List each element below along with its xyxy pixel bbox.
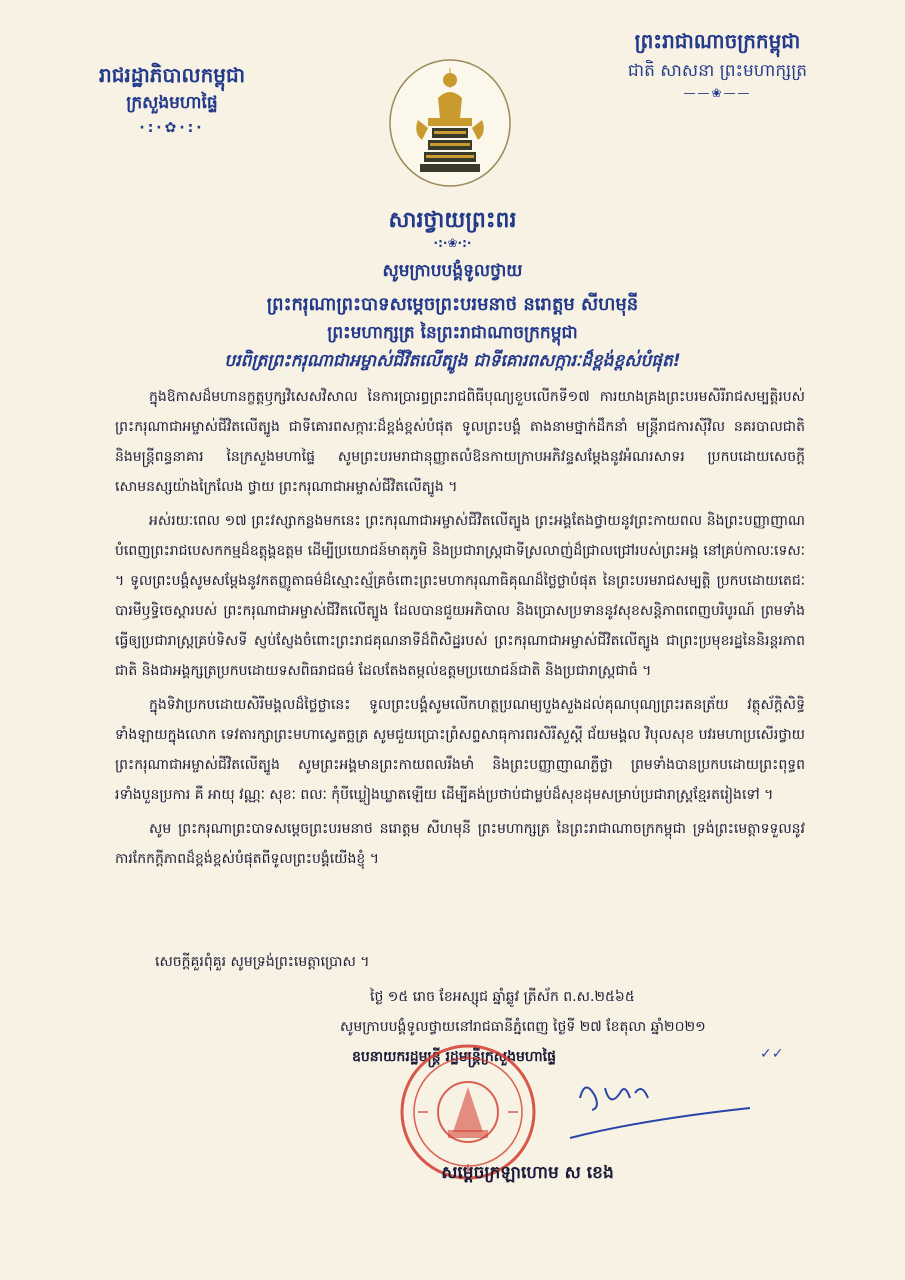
kingdom-header — [595, 26, 840, 100]
royal-emblem-icon — [388, 58, 512, 188]
closing-line: សេចក្តីគួរពុំគួរ សូមទ្រង់ព្រះមេត្តាប្រោស ។ — [155, 954, 370, 970]
national-motto: ជាតិ សាសនា ព្រះមហាក្សត្រ — [627, 61, 808, 81]
address-line: បរពិត្រព្រះករុណាជាអម្ចាស់ជីវិតលើត្បូង ជាទីគោរពសក្ការៈដ៏ខ្ពង់ខ្ពស់បំផុត! — [224, 351, 681, 371]
signer-position: ឧបនាយករដ្ឋមន្ត្រី រដ្ឋមន្ត្រីក្រសួងមហាផ្ទៃ — [352, 1049, 557, 1065]
title-ornament: ·:·❀·:· — [433, 236, 472, 250]
paragraph-2: អស់រយៈពេល ១៧ ព្រះវស្សាកន្លងមកនេះ ព្រះករុណាជាអម្ចាស់ជីវិតលើត្បូង ព្រះអង្គតែងថ្វាយនូវព្រះកាយពល និងព្រះបញ្ញាញាណ បំពេញព្រះរាជបេសកកម្មដ៏ឧត្តុង្គឧត្តម ដើម្បីប្រយោជន៍មាតុភូមិ និងប្រជារាស្ត្រជាទីស្រលាញ់ដ៏ជ្រាលជ្រៅរបស់ព្រះអង្គ នៅគ្រប់កាលៈទេសៈ ។ ទូលព្រះបង្គំសូមសម្តែងនូវកតញ្ញូតាធម៌ដ៏ស្មោះស្ម័គ្រចំពោះព្រះមហាករុណាធិគុណដ៏ថ្លៃថ្លាបំផុត នៃព្រះបរមរាជសម្បត្តិ ប្រកបដោយតេជៈបារមីឫទ្ធិចេស្តារបស់ ព្រះករុណាជាអម្ចាស់ជីវិតលើត្បូង ដែលបានជួយអភិបាល និងប្រោសប្រទាននូវសុខសន្តិភាពពេញបរិបូរណ៍ ព្រមទាំងធ្វើឲ្យប្រជារាស្ត្រគ្រប់ទិសទី ស្ញប់ស្ញែងចំពោះព្រះរាជគុណនាទីដ៏ពិសិដ្ឋរបស់ ព្រះករុណាជាអម្ចាស់ជីវិតលើត្បូង ជាព្រះប្រមុខរដ្ឋនៃនិរន្តរភាពជាតិ និងជាអង្គក្សត្រប្រកបដោយទសពិធរាជធម៌ ដែលតែងតម្កល់ឧត្តមប្រយោជន៍ជាតិ និងប្រជារាស្ត្រជាធំ ។ — [115, 513, 805, 679]
king-title-line: ព្រះករុណាព្រះបាទសម្តេចព្រះបរមនាថ នរោត្តម សីហមុនី — [266, 294, 639, 315]
header-ornament: ·:·✿·:· — [139, 120, 205, 136]
salutation-line: សូមក្រាបបង្គំទូលថ្វាយ — [382, 261, 523, 281]
kingdom-name: ព្រះរាជាណាចក្រកម្ពុជា — [634, 29, 801, 53]
motto-ornament: ——❀—— — [683, 86, 752, 100]
check-mark-icon: ✓✓ — [760, 1046, 784, 1062]
paragraph-4: សូម ព្រះករុណាព្រះបាទសម្តេចព្រះបរមនាថ នរោត្តម សីហមុនី ព្រះមហាក្សត្រ នៃព្រះរាជាណាចក្រកម្ពុជា ទ្រង់ព្រះមេត្តាទទួលនូវការកែកក្តីភាពដ៏ខ្ពង់ខ្ពស់បំផុតពីទូលព្រះបង្គំយើងខ្ញុំ ។ — [115, 821, 805, 867]
ministry-header — [82, 60, 262, 140]
ministry-name: ក្រសួងមហាផ្ទៃ — [126, 93, 218, 113]
paragraph-1: ក្នុងឱកាសដ៏មហានក្ខត្តឫក្សវិសេសវិសាល នៃការប្រារព្ធព្រះរាជពិធីបុណ្យខួបលើកទី១៧ ការយាងគ្រងព្រះបរមសិរីរាជសម្បត្តិរបស់ ព្រះករុណាជាអម្ចាស់ជីវិតលើត្បូង ជាទីគោរពសក្ការៈដ៏ខ្ពង់ខ្ពស់បំផុត ទូលព្រះបង្គំ តាងនាមថ្នាក់ដឹកនាំ មន្ត្រីរាជការស៊ីវិល នគរបាលជាតិ និងមន្ត្រីពន្ធនាគារ នៃក្រសួងមហាផ្ទៃ សូមព្រះបរមរាជានុញ្ញាតលំឱនកាយក្រាបអភិវន្ទសម្តែងនូវអំណរសាទរ ប្រកបដោយសេចក្តីសោមនស្សយ៉ាងក្រៃលែង ថ្វាយ ព្រះករុណាជាអម្ចាស់ជីវិតលើត្បូង ។ — [115, 389, 805, 495]
place-date: សូមក្រាបបង្គំទូលថ្វាយនៅរាជធានីភ្នំពេញ ថ្ងៃទី ២៧ ខែតុលា ឆ្នាំ២០២១ — [340, 1019, 706, 1035]
signatory-name: សម្តេចក្រឡាហោម ស ខេង — [441, 1163, 614, 1183]
lunar-date: ថ្ងៃ ១៥ រោច ខែអស្សុជ ឆ្នាំឆ្លូវ ត្រីស័ក ព.ស.២៥៦៥ — [370, 989, 635, 1005]
paragraph-3: ក្នុងទិវាប្រកបដោយសិរីមង្គលដ៏ថ្លៃថ្លានេះ ទូលព្រះបង្គំសូមលើកហត្ថប្រណម្យបួងសួងដល់គុណបុណ្យព្រះរតនត្រ័យ វត្ថុស័ក្តិសិទ្ធិទាំងឡាយក្នុងលោក ទេវតារក្សាព្រះមហាស្វេតច្ឆត្រ សូមជួយប្រោះព្រំសព្ទសាធុការពរសិរីសួស្តី ជ័យមង្គល វិបុលសុខ បវរមហាប្រសើរថ្វាយ ព្រះករុណាជាអម្ចាស់ជីវិតលើត្បូង សូមព្រះអង្គមានព្រះកាយពលរឹងមាំ និងព្រះបញ្ញាញាណភ្លឺថ្លា ព្រមទាំងបានប្រកបដោយព្រះពុទ្ធពរទាំងបួនប្រការ គឺ អាយុ វណ្ណៈ សុខៈ ពលៈ កុំបីឃ្លៀងឃ្លាតឡើយ ដើម្បីគង់ប្រថាប់ជាម្លប់ដ៏សុខដុមសម្រាប់ប្រជារាស្ត្រខ្មែរតរៀងទៅ ។ — [115, 697, 805, 803]
letter-body — [115, 382, 805, 878]
government-name: រាជរដ្ឋាភិបាលកម្ពុជា — [99, 63, 245, 87]
king-role-line: ព្រះមហាក្សត្រ នៃព្រះរាជាណាចក្រកម្ពុជា — [327, 323, 578, 343]
document-title: សារថ្វាយព្រះពរ — [388, 208, 517, 233]
signature-icon — [560, 1068, 760, 1158]
ministry-seal-icon — [398, 1042, 538, 1182]
